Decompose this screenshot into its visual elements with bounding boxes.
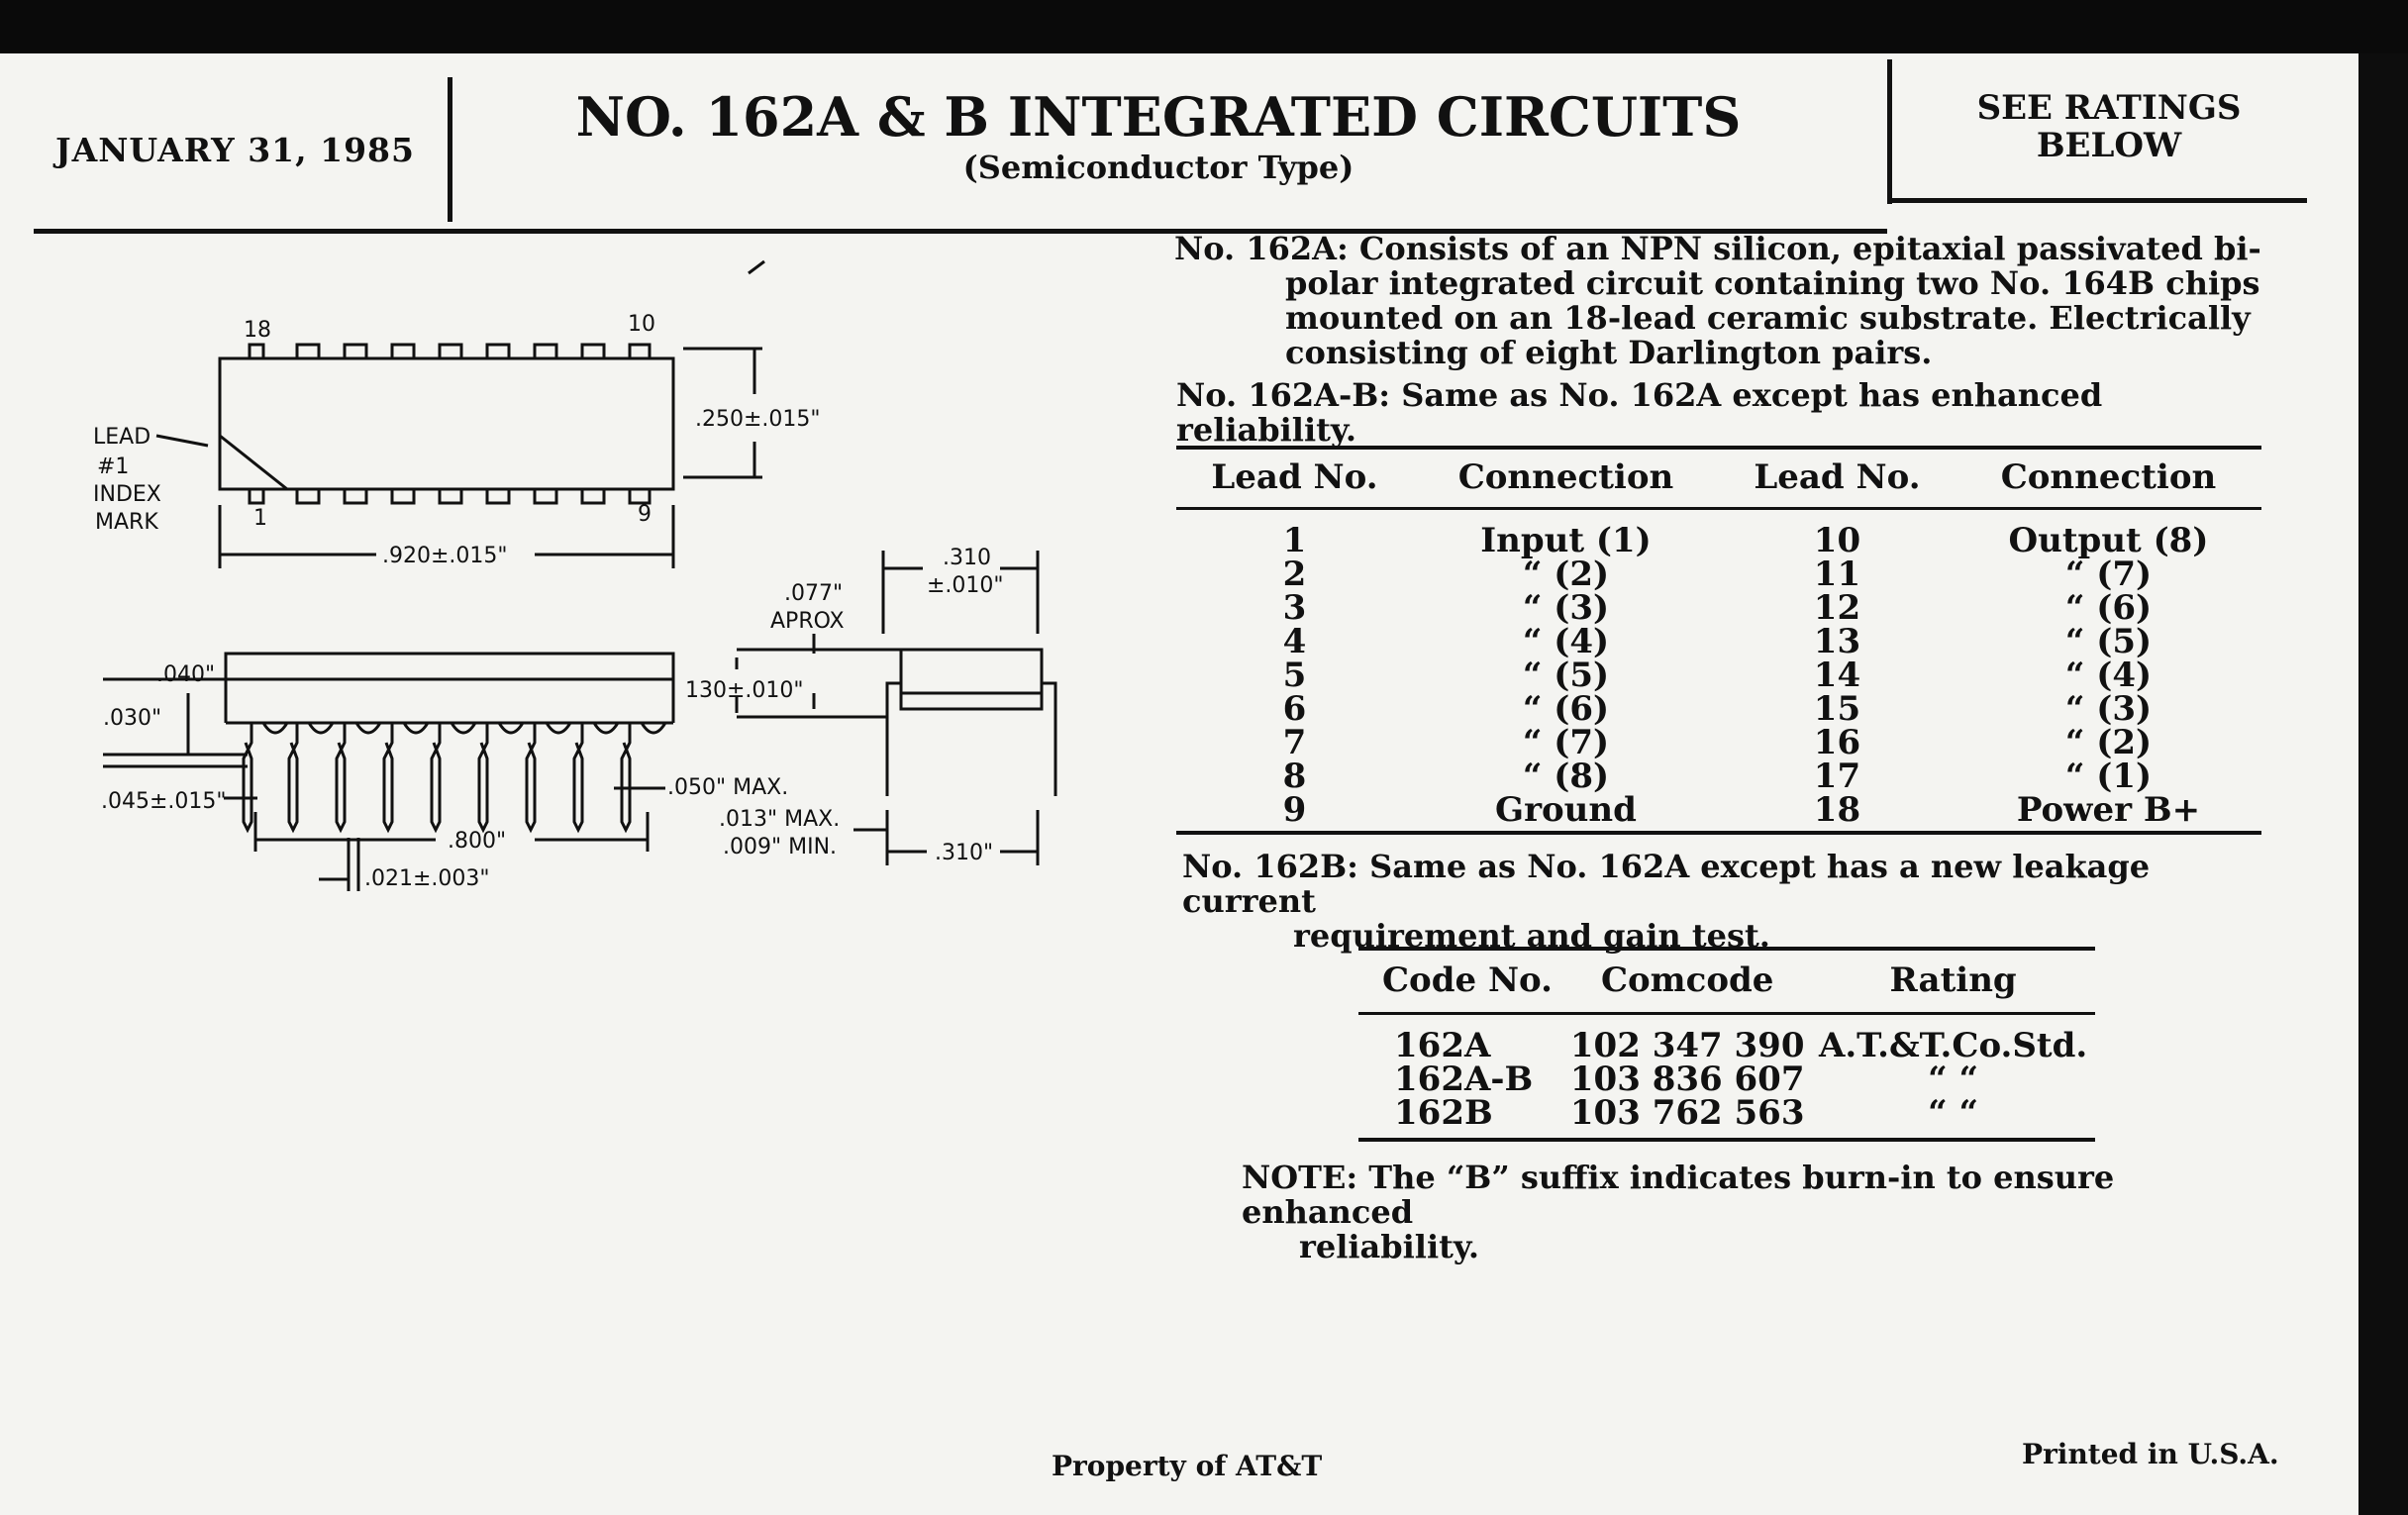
table-cell: 4	[1282, 622, 1307, 661]
table-cell: Output (8)	[2008, 521, 2209, 560]
header-divider-right	[1887, 59, 1892, 204]
dim-310-bottom: .310"	[935, 841, 994, 865]
scan-right-border	[2358, 53, 2408, 1515]
dim-009-min: .009" MIN.	[723, 835, 838, 859]
package-drawing	[0, 234, 1109, 927]
table-cell: 2	[1282, 555, 1307, 594]
desc-162a	[1174, 232, 2263, 370]
table-cell: 10	[1813, 521, 1861, 560]
desc-162a-line-3: mounted on an 18-lead ceramic substrate. Electrically	[1285, 299, 2251, 337]
footer-property: Property of AT&T	[1052, 1450, 1323, 1482]
dim-021: .021±.003"	[364, 866, 490, 891]
lead-index-label-3: INDEX	[93, 482, 161, 507]
table-row	[1176, 793, 2261, 833]
code-table-header	[1358, 949, 2095, 1014]
scan-top-border	[0, 0, 2408, 53]
desc-162b-line-2: requirement and gain test.	[1293, 917, 1770, 955]
table-row	[1176, 726, 2261, 759]
lead-table-header	[1176, 448, 2261, 509]
desc-162a-line-1: No. 162A: Consists of an NPN silicon, epitaxial passivated bi-	[1174, 230, 2261, 267]
table-cell: 18	[1719, 793, 1956, 833]
table-row	[1176, 625, 2261, 658]
table-cell: 12	[1813, 588, 1861, 628]
dim-050-max: .050" MAX.	[667, 775, 789, 800]
table-cell: “ (2)	[2064, 723, 2153, 762]
col-comcode: Comcode	[1563, 949, 1811, 1014]
col-connection-1: Connection	[1413, 448, 1719, 509]
code-table	[1358, 947, 2095, 1142]
table-cell: 6	[1282, 689, 1307, 729]
table-cell: 162A-B	[1394, 1060, 1534, 1099]
lead-index-label-1: LEAD	[93, 425, 151, 450]
lead-index-label-4: MARK	[95, 510, 158, 535]
dim-030: .030"	[103, 706, 162, 731]
table-cell: 162B	[1358, 1096, 1563, 1140]
ratings-line-1: SEE RATINGS	[1976, 88, 2242, 128]
pin-9-label: 9	[638, 502, 652, 527]
table-cell: “ (6)	[1522, 689, 1610, 729]
table-cell: Input (1)	[1480, 521, 1652, 560]
note-line-2: reliability.	[1299, 1228, 1479, 1265]
table-cell: 17	[1813, 757, 1861, 796]
table-cell: 103 762 563	[1563, 1096, 1811, 1140]
page-title: NO. 162A & B INTEGRATED CIRCUITS	[575, 85, 1742, 149]
table-cell: Ground	[1413, 793, 1719, 833]
table-cell: “ (2)	[1522, 555, 1610, 594]
table-row	[1176, 591, 2261, 625]
table-cell: 13	[1813, 622, 1861, 661]
header-rule-right	[1887, 198, 2307, 203]
table-cell: “ (8)	[1522, 757, 1610, 796]
dim-077: .077"	[784, 581, 844, 606]
note-line-1: NOTE: The “B” suffix indicates burn-in to ensure enhanced	[1242, 1159, 2115, 1231]
dim-width: .250±.015"	[695, 407, 821, 432]
dim-800: .800"	[448, 829, 507, 854]
desc-162a-line-4: consisting of eight Darlington pairs.	[1285, 334, 1933, 371]
top-view-pins-upper	[250, 345, 650, 358]
dim-013-max: .013" MAX.	[719, 807, 841, 832]
dim-040: .040"	[156, 662, 216, 687]
page-subtitle: (Semiconductor Type)	[962, 149, 1354, 186]
table-cell: 8	[1282, 757, 1307, 796]
ratings-line-2: BELOW	[2036, 126, 2182, 165]
table-cell: “ (4)	[1522, 622, 1610, 661]
pin-10-label: 10	[628, 312, 655, 337]
col-rating: Rating	[1811, 949, 2095, 1014]
table-row	[1358, 1062, 2095, 1096]
pin-1-label: 1	[253, 506, 267, 531]
footer-printed: Printed in U.S.A.	[2022, 1438, 2279, 1470]
table-cell: “ (6)	[2064, 588, 2153, 628]
table-cell: Power B+	[1956, 793, 2261, 833]
table-cell: A.T.&T.Co.Std.	[1818, 1026, 2088, 1065]
desc-162b-line-1: No. 162B: Same as No. 162A except has a new leakage current	[1182, 848, 2151, 920]
table-row	[1358, 1096, 2095, 1140]
table-cell: 1	[1282, 521, 1307, 560]
header-title-block	[455, 87, 1861, 186]
top-view-pins-lower	[250, 489, 650, 503]
table-cell: “ (3)	[2064, 689, 2153, 729]
pin-18-label: 18	[244, 318, 271, 343]
col-lead-no-1: Lead No.	[1176, 448, 1413, 509]
col-code-no: Code No.	[1358, 949, 1563, 1014]
table-row	[1176, 759, 2261, 793]
issue-date: JANUARY 31, 1985	[55, 131, 415, 169]
col-connection-2: Connection	[1956, 448, 2261, 509]
header-divider-left	[448, 77, 452, 222]
table-cell: “ “	[1928, 1060, 1979, 1099]
note	[1242, 1161, 2291, 1264]
table-cell: 5	[1282, 656, 1307, 695]
dim-077-aprox: APROX	[770, 609, 845, 634]
ratings-note	[1893, 89, 2325, 164]
table-cell: 16	[1813, 723, 1861, 762]
table-cell: 11	[1813, 555, 1861, 594]
table-row	[1176, 658, 2261, 692]
table-cell: 3	[1282, 588, 1307, 628]
table-cell: “ (4)	[2064, 656, 2153, 695]
table-cell: 103 836 607	[1569, 1060, 1805, 1099]
table-cell: “ (7)	[1522, 723, 1610, 762]
dim-310-top: .310	[943, 546, 991, 570]
lead-index-label-2: #1	[97, 454, 130, 479]
table-cell: 9	[1176, 793, 1413, 833]
table-cell: “ (3)	[1522, 588, 1610, 628]
dim-length: .920±.015"	[382, 544, 508, 568]
lead-connection-table	[1176, 446, 2261, 835]
table-cell: “ (5)	[1522, 656, 1610, 695]
table-cell: “ “	[1811, 1096, 2095, 1140]
table-row	[1176, 557, 2261, 591]
table-cell: 7	[1282, 723, 1307, 762]
table-cell: “ (1)	[2064, 757, 2153, 796]
table-cell: “ (7)	[2064, 555, 2153, 594]
dim-130: 130±.010"	[685, 678, 804, 703]
desc-162b	[1182, 850, 2271, 954]
table-row	[1176, 509, 2261, 558]
col-lead-no-2: Lead No.	[1719, 448, 1956, 509]
dim-310-tol: ±.010"	[927, 573, 1004, 598]
desc-162a-line-2: polar integrated circuit containing two No. 164B chips	[1285, 264, 2260, 302]
table-cell: 14	[1813, 656, 1861, 695]
dim-045: .045±.015"	[101, 789, 227, 814]
table-row	[1176, 692, 2261, 726]
table-cell: 102 347 390	[1569, 1026, 1805, 1065]
table-row	[1358, 1014, 2095, 1063]
table-cell: “ (5)	[2064, 622, 2153, 661]
desc-162a-b: No. 162A-B: Same as No. 162A except has enhanced reliability.	[1176, 376, 2103, 449]
table-cell: 162A	[1394, 1026, 1491, 1065]
table-cell: 15	[1813, 689, 1861, 729]
